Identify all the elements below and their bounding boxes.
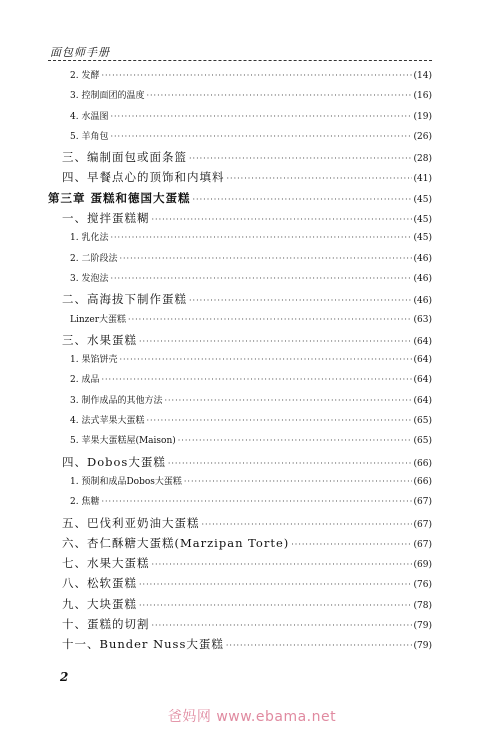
toc-entry-page: (79) [413, 641, 432, 652]
toc-leader-dots [128, 315, 411, 324]
toc-entry [48, 393, 432, 413]
toc-entry-label: 3. 制作成品的其他方法 [70, 395, 163, 406]
toc-entry-label: 第三章 蛋糕和德国大蛋糕 [48, 190, 191, 205]
toc-entry [48, 129, 432, 149]
toc-entry [48, 251, 432, 271]
toc-entry-page: (64) [413, 395, 432, 406]
toc-entry-page: (76) [413, 580, 432, 591]
toc-entry [48, 332, 432, 352]
toc-leader-dots [110, 112, 411, 121]
toc-entry [48, 210, 432, 230]
toc-entry-label: 六、杏仁酥糖大蛋糕(Marzipan Torte) [62, 535, 290, 550]
toc-entry-label: 四、早餐点心的顶饰和内填料 [62, 170, 225, 185]
toc-entry-label: 4. 水温图 [70, 111, 109, 122]
toc-entry [48, 271, 432, 291]
toc-entry-page: (19) [413, 111, 432, 122]
toc-entry-page: (65) [413, 436, 432, 447]
toc-entry-label: 1. 预制和成品Dobos大蛋糕 [70, 476, 182, 487]
toc-entry-label: 十一、Bunder Nuss大蛋糕 [62, 637, 224, 652]
toc-entry [48, 413, 432, 433]
watermark-text: 爸妈网 www.ebama.net [167, 709, 337, 725]
toc-entry-label: 八、松软蛋糕 [62, 576, 137, 591]
toc-entry-page: (26) [413, 131, 432, 142]
toc-entry-page: (64) [413, 375, 432, 386]
toc-leader-dots [139, 601, 412, 610]
toc-entry [48, 636, 432, 656]
toc-leader-dots [164, 396, 411, 405]
toc-entry-page: (46) [413, 273, 432, 284]
toc-entry-page: (45) [413, 215, 432, 226]
toc-leader-dots [101, 71, 411, 80]
toc-entry [48, 515, 432, 535]
toc-entry-page: (78) [413, 600, 432, 611]
toc-entry-page: (46) [413, 253, 432, 264]
toc-entry-page: (67) [413, 539, 432, 550]
toc-entry [48, 68, 432, 88]
toc-leader-dots [202, 520, 412, 529]
toc-leader-dots [178, 436, 412, 445]
toc-entry [48, 555, 432, 575]
toc-entry [48, 352, 432, 372]
toc-entry-page: (45) [413, 233, 432, 244]
toc-entry-page: (16) [413, 91, 432, 102]
toc-entry-page: (41) [413, 174, 432, 185]
toc-leader-dots [101, 375, 411, 384]
toc-leader-dots [193, 195, 412, 204]
toc-leader-dots [227, 174, 412, 183]
toc-entry-page: (46) [413, 296, 432, 307]
toc-entry [48, 535, 432, 555]
toc-entry-label: 九、大块蛋糕 [62, 596, 137, 611]
toc-entry-page: (69) [413, 560, 432, 571]
toc-entry-label: 2. 焦糖 [70, 497, 100, 508]
toc-leader-dots [146, 416, 411, 425]
toc-entry-label: 5. 羊角包 [70, 131, 109, 142]
toc-entry-page: (63) [413, 314, 432, 325]
toc-entry-label: 三、编制面包或面条篮 [62, 150, 187, 165]
toc-entry [48, 88, 432, 108]
toc-entry-label: 四、Dobos大蛋糕 [62, 454, 166, 469]
toc-entry-label: 2. 成品 [70, 375, 100, 386]
header-divider [48, 60, 432, 61]
toc-entry [48, 109, 432, 129]
toc-leader-dots [110, 274, 411, 283]
table-of-contents [48, 68, 432, 657]
toc-entry-label: 七、水果大蛋糕 [62, 556, 150, 571]
toc-entry-page: (14) [413, 71, 432, 81]
toc-entry-label: 1. 果馅饼壳 [70, 355, 118, 366]
toc-entry [48, 454, 432, 474]
toc-entry-page: (79) [413, 621, 432, 632]
toc-leader-dots [226, 641, 412, 650]
toc-leader-dots [184, 477, 412, 486]
toc-leader-dots [152, 621, 412, 630]
toc-leader-dots [291, 540, 411, 549]
toc-entry [48, 169, 432, 189]
toc-entry-label: 1. 乳化法 [70, 233, 109, 244]
toc-entry-label: 十、蛋糕的切割 [62, 617, 150, 632]
toc-entry-label: 一、搅拌蛋糕糊 [62, 211, 150, 226]
toc-entry [48, 494, 432, 514]
toc-leader-dots [189, 154, 412, 163]
toc-leader-dots [101, 497, 411, 506]
toc-entry [48, 190, 432, 210]
toc-entry-label: 三、水果蛋糕 [62, 332, 137, 347]
toc-entry-label: 2. 发酵 [70, 71, 100, 81]
toc-leader-dots [152, 215, 412, 224]
toc-entry [48, 433, 432, 453]
toc-entry [48, 291, 432, 311]
toc-entry [48, 575, 432, 595]
toc-entry [48, 474, 432, 494]
toc-entry [48, 230, 432, 250]
toc-entry-label: 5. 苹果大蛋糕屋(Maison) [70, 436, 176, 447]
toc-entry-page: (65) [413, 416, 432, 427]
toc-leader-dots [110, 233, 411, 242]
toc-entry-page: (67) [413, 497, 432, 508]
page-number: 2 [60, 670, 69, 684]
toc-leader-dots [139, 580, 412, 589]
toc-leader-dots [119, 254, 411, 263]
toc-leader-dots [152, 560, 412, 569]
toc-entry-label: Linzer大蛋糕 [70, 314, 127, 325]
toc-entry-page: (67) [413, 519, 432, 530]
toc-entry-page: (66) [413, 458, 432, 469]
toc-entry-page: (64) [413, 355, 432, 366]
toc-entry-page: (28) [413, 154, 432, 165]
toc-entry-label: 2. 二阶段法 [70, 253, 118, 264]
toc-leader-dots [168, 459, 412, 468]
toc-leader-dots [189, 296, 412, 305]
toc-entry [48, 312, 432, 332]
toc-entry [48, 616, 432, 636]
toc-entry-page: (45) [413, 194, 432, 205]
toc-entry-page: (64) [413, 336, 432, 347]
toc-entry-label: 二、高海拔下制作蛋糕 [62, 292, 187, 307]
toc-entry [48, 149, 432, 169]
toc-entry-label: 五、巴伐利亚奶油大蛋糕 [62, 515, 200, 530]
toc-entry [48, 372, 432, 392]
toc-entry-label: 3. 发泡法 [70, 273, 109, 284]
toc-entry-label: 3. 控制面团的温度 [70, 91, 145, 102]
toc-entry-label: 4. 法式苹果大蛋糕 [70, 416, 145, 427]
running-header-title: 面包师手册 [50, 46, 110, 59]
toc-leader-dots [110, 132, 411, 141]
toc-entry [48, 596, 432, 616]
toc-leader-dots [119, 355, 411, 364]
toc-leader-dots [146, 91, 411, 100]
toc-entry-page: (66) [413, 476, 432, 487]
toc-leader-dots [139, 337, 412, 346]
